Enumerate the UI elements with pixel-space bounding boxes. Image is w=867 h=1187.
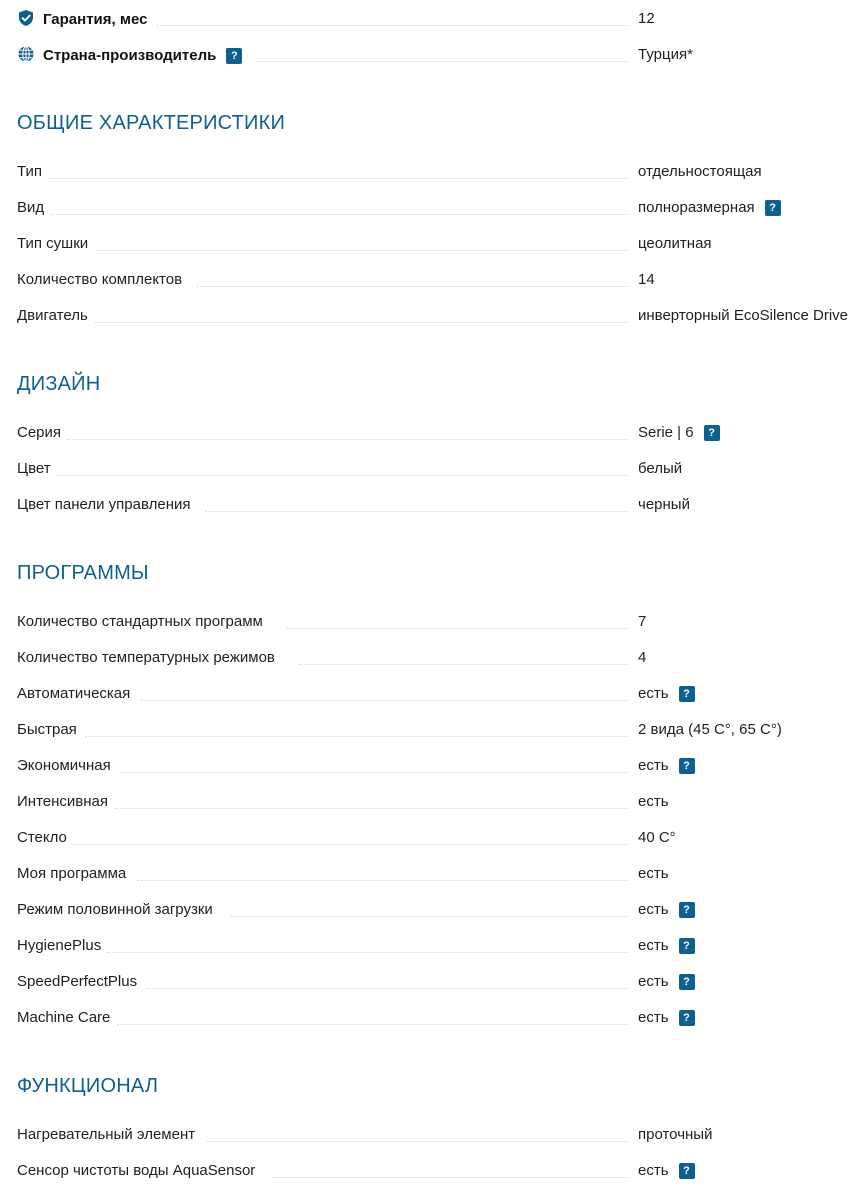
spec-row bbox=[17, 234, 867, 258]
spec-label: Стекло bbox=[17, 828, 71, 848]
spec-label: Быстрая bbox=[17, 720, 81, 740]
dotted-leader bbox=[197, 286, 627, 287]
section-title-design: ДИЗАЙН bbox=[17, 373, 101, 395]
spec-label: Вид bbox=[17, 198, 48, 218]
spec-label: Экономичная bbox=[17, 756, 115, 776]
help-icon[interactable]: ? bbox=[679, 1163, 695, 1179]
spec-value: есть bbox=[638, 793, 669, 810]
section-title-programs: ПРОГРАММЫ bbox=[17, 562, 149, 584]
spec-label: Цвет панели управления bbox=[17, 495, 194, 515]
dotted-leader bbox=[157, 25, 627, 26]
help-icon[interactable]: ? bbox=[679, 938, 695, 954]
spec-value: 4 bbox=[638, 649, 647, 666]
spec-label: Двигатель bbox=[17, 306, 92, 326]
spec-value-text: есть bbox=[638, 1009, 669, 1026]
spec-row bbox=[17, 756, 867, 780]
spec-value: 40 С° bbox=[638, 829, 676, 846]
dotted-leader bbox=[57, 475, 627, 476]
spec-value-text: есть bbox=[638, 1162, 669, 1179]
spec-label: Тип bbox=[17, 162, 46, 182]
spec-label bbox=[17, 45, 246, 66]
spec-row bbox=[17, 198, 867, 222]
spec-row bbox=[17, 936, 867, 960]
spec-row bbox=[17, 612, 867, 636]
spec-value bbox=[638, 1161, 695, 1181]
spec-value bbox=[638, 900, 695, 920]
spec-value: белый bbox=[638, 460, 683, 477]
spec-value-text: Serie | 6 bbox=[638, 424, 694, 441]
spec-label: Machine Care bbox=[17, 1008, 114, 1028]
dotted-leader bbox=[51, 214, 627, 215]
spec-value: черный bbox=[638, 496, 690, 513]
dotted-leader bbox=[137, 880, 627, 881]
dotted-leader bbox=[287, 628, 627, 629]
spec-row bbox=[17, 1161, 867, 1185]
spec-value: инверторный EcoSilence Drive bbox=[638, 307, 849, 324]
spec-value: отдельностоящая bbox=[638, 163, 762, 180]
spec-label-text: Страна-производитель bbox=[43, 47, 217, 64]
spec-label: HygienePlus bbox=[17, 936, 105, 956]
spec-row bbox=[17, 828, 867, 852]
dotted-leader bbox=[147, 988, 627, 989]
spec-label bbox=[17, 9, 151, 30]
spec-label: Количество температурных режимов bbox=[17, 648, 279, 668]
spec-value-text: есть bbox=[638, 685, 669, 702]
section-title-functional: ФУНКЦИОНАЛ bbox=[17, 1075, 159, 1097]
dotted-leader bbox=[85, 736, 627, 737]
spec-value bbox=[638, 972, 695, 992]
dotted-leader bbox=[257, 61, 627, 62]
dotted-leader bbox=[67, 439, 627, 440]
dotted-leader bbox=[205, 511, 627, 512]
dotted-leader bbox=[207, 1141, 627, 1142]
spec-label: Количество стандартных программ bbox=[17, 612, 267, 632]
spec-row bbox=[17, 423, 867, 447]
dotted-leader bbox=[107, 952, 627, 953]
spec-value: 2 вида (45 С°, 65 С°) bbox=[638, 721, 782, 738]
spec-label: SpeedPerfectPlus bbox=[17, 972, 141, 992]
spec-row bbox=[17, 648, 867, 672]
spec-label: Цвет bbox=[17, 459, 55, 479]
spec-row-country bbox=[17, 45, 867, 69]
spec-row bbox=[17, 495, 867, 519]
dotted-leader bbox=[73, 844, 627, 845]
spec-value: 14 bbox=[638, 271, 655, 288]
spec-value: 12 bbox=[638, 10, 655, 27]
spec-value bbox=[638, 1008, 695, 1028]
spec-value: цеолитная bbox=[638, 235, 712, 252]
spec-value bbox=[638, 423, 720, 443]
spec-value: проточный bbox=[638, 1126, 713, 1143]
spec-value: 7 bbox=[638, 613, 647, 630]
dotted-leader bbox=[49, 178, 627, 179]
spec-value bbox=[638, 936, 695, 956]
spec-row bbox=[17, 459, 867, 483]
spec-row bbox=[17, 792, 867, 816]
spec-label: Интенсивная bbox=[17, 792, 112, 812]
help-icon[interactable]: ? bbox=[679, 686, 695, 702]
dotted-leader bbox=[95, 322, 627, 323]
spec-row bbox=[17, 1125, 867, 1149]
spec-label: Нагревательный элемент bbox=[17, 1125, 199, 1145]
help-icon[interactable]: ? bbox=[679, 1010, 695, 1026]
dotted-leader bbox=[115, 808, 627, 809]
spec-label: Сенсор чистоты воды AquaSensor bbox=[17, 1161, 259, 1181]
spec-row bbox=[17, 306, 867, 330]
spec-label: Тип сушки bbox=[17, 234, 92, 254]
spec-value-text: есть bbox=[638, 757, 669, 774]
spec-row bbox=[17, 720, 867, 744]
spec-value-text: есть bbox=[638, 937, 669, 954]
spec-row bbox=[17, 162, 867, 186]
dotted-leader bbox=[117, 1024, 627, 1025]
spec-row-warranty bbox=[17, 9, 867, 33]
spec-row bbox=[17, 1008, 867, 1032]
spec-value: есть bbox=[638, 865, 669, 882]
help-icon[interactable]: ? bbox=[679, 974, 695, 990]
dotted-leader bbox=[141, 700, 627, 701]
dotted-leader bbox=[97, 250, 627, 251]
help-icon[interactable]: ? bbox=[679, 758, 695, 774]
spec-label: Моя программа bbox=[17, 864, 130, 884]
spec-value bbox=[638, 756, 695, 776]
dotted-leader bbox=[273, 1177, 627, 1178]
help-icon[interactable]: ? bbox=[704, 425, 720, 441]
spec-row bbox=[17, 864, 867, 888]
shield-check-icon bbox=[17, 9, 35, 27]
spec-label: Режим половинной загрузки bbox=[17, 900, 217, 920]
globe-icon bbox=[17, 45, 35, 63]
spec-value bbox=[638, 684, 695, 704]
spec-value-text: есть bbox=[638, 973, 669, 990]
spec-row bbox=[17, 270, 867, 294]
help-icon[interactable]: ? bbox=[226, 48, 242, 64]
spec-label-text: Гарантия, мес bbox=[43, 11, 148, 28]
spec-label: Автоматическая bbox=[17, 684, 134, 704]
spec-label: Серия bbox=[17, 423, 65, 443]
spec-row bbox=[17, 900, 867, 924]
spec-label: Количество комплектов bbox=[17, 270, 186, 290]
help-icon[interactable]: ? bbox=[765, 200, 781, 216]
dotted-leader bbox=[121, 772, 627, 773]
spec-value-text: есть bbox=[638, 901, 669, 918]
section-title-general: ОБЩИЕ ХАРАКТЕРИСТИКИ bbox=[17, 112, 286, 134]
spec-row bbox=[17, 972, 867, 996]
spec-row bbox=[17, 684, 867, 708]
spec-value bbox=[638, 198, 781, 218]
spec-value-text: полноразмерная bbox=[638, 199, 755, 216]
spec-value: Турция* bbox=[638, 46, 693, 63]
help-icon[interactable]: ? bbox=[679, 902, 695, 918]
dotted-leader bbox=[231, 916, 627, 917]
dotted-leader bbox=[299, 664, 627, 665]
